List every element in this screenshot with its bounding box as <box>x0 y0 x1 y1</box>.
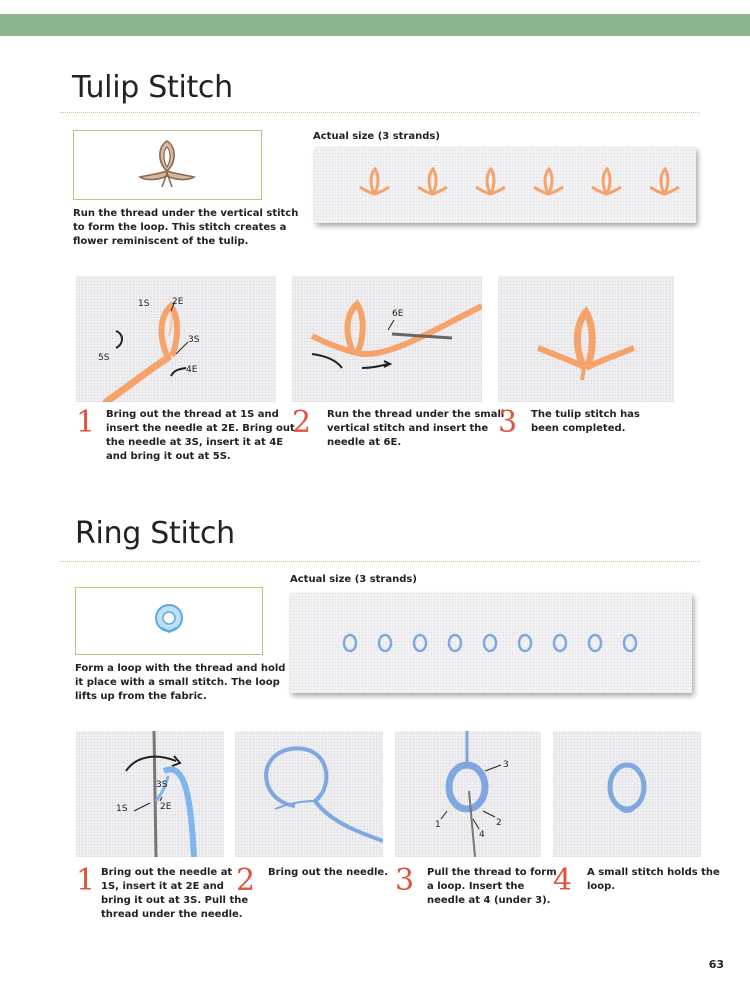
step-line: Bring out the needle. <box>268 867 389 878</box>
tulip-step-1-text <box>106 408 295 464</box>
step-line: the needle at 3S, insert it at 4E <box>106 437 284 448</box>
ring-step-2-text <box>268 866 388 880</box>
tulip-sample-stitch <box>534 169 563 194</box>
ring-sample-stitch <box>519 635 531 651</box>
page-number: 63 <box>708 958 724 971</box>
tulip-stitch-diagram <box>73 130 262 200</box>
tulip-photo2-label-6e: 6E <box>392 309 404 319</box>
tulip-photo1-label-1s: 1S <box>138 299 150 309</box>
tulip-sample-stitch <box>650 169 679 194</box>
ring-step1-photo <box>76 731 224 857</box>
ring-photo1-label-3s: 3S <box>156 780 168 790</box>
ring-photo1-label-1s: 1S <box>116 804 128 814</box>
header-color-bar <box>0 14 750 36</box>
tulip-step-2-number: 2 <box>292 405 312 440</box>
tulip-title-rule <box>60 112 700 113</box>
tulip-sample-stitch <box>360 169 389 194</box>
ring-photo3-label-2: 2 <box>496 818 502 828</box>
step-line: Run the thread under the small <box>327 409 505 420</box>
ring-sample-stitch <box>449 635 461 651</box>
tulip-step-2-text <box>327 408 504 450</box>
tulip-description-line: to form the loop. This stitch creates a <box>73 222 287 233</box>
ring-sample-stitch <box>554 635 566 651</box>
step-line: and bring it out at 5S. <box>106 451 231 462</box>
step-line: a loop. Insert the <box>427 881 525 892</box>
ring-description-line: Form a loop with the thread and hold <box>75 663 286 674</box>
ring-description <box>75 662 285 704</box>
step-line: vertical stitch and insert the <box>327 423 489 434</box>
ring-photo3-label-1: 1 <box>435 820 441 830</box>
ring-step-3-number: 3 <box>395 863 415 898</box>
tulip-step-3-text <box>531 408 640 436</box>
ring-sample-stitch <box>624 635 636 651</box>
ring-sample-row <box>290 593 692 693</box>
tulip-actual-size-sample <box>314 147 696 223</box>
tulip-description-line: Run the thread under the vertical stitch <box>73 208 299 219</box>
ring-photo3-label-4: 4 <box>479 830 485 840</box>
step-line: loop. <box>587 881 616 892</box>
tulip-photo1-label-2e: 2E <box>172 297 184 307</box>
tulip-actual-size-label: Actual size (3 strands) <box>313 131 440 142</box>
ring-actual-size-sample <box>290 593 692 693</box>
ring-stitch-diagram <box>75 587 263 655</box>
step-line: Pull the thread to form <box>427 867 557 878</box>
tulip-step3-photo <box>498 276 674 402</box>
step-line: A small stitch holds the <box>587 867 720 878</box>
step-line: bring it out at 3S. Pull the <box>101 895 249 906</box>
tulip-step-1-number: 1 <box>76 405 96 440</box>
ring-description-line: it place with a small stitch. The loop <box>75 677 280 688</box>
ring-step-1-number: 1 <box>76 863 96 898</box>
step-line: insert the needle at 2E. Bring out <box>106 423 295 434</box>
tulip-diagram-icon <box>74 131 261 199</box>
ring-diagram-icon <box>76 588 262 654</box>
ring-sample-stitch <box>484 635 496 651</box>
tulip-description-line: flower reminiscent of the tulip. <box>73 236 249 247</box>
ring-step4-photo <box>553 731 701 857</box>
step-line: needle at 4 (under 3). <box>427 895 551 906</box>
step-line: needle at 6E. <box>327 437 402 448</box>
ring-step3-photo <box>395 731 541 857</box>
tulip-step2-photo <box>292 276 482 402</box>
tulip-description <box>73 207 298 249</box>
ring-sample-stitch <box>379 635 391 651</box>
ring-step-4-number: 4 <box>553 863 573 898</box>
tulip-photo1-label-5s: 5S <box>98 353 110 363</box>
tulip-sample-stitch <box>418 169 447 194</box>
ring-step2-photo <box>235 731 383 857</box>
ring-actual-size-label: Actual size (3 strands) <box>290 574 417 585</box>
tulip-stitch-title: Tulip Stitch <box>72 70 233 105</box>
tulip-step-3-number: 3 <box>498 405 518 440</box>
ring-photo1-label-2e: 2E <box>160 802 172 812</box>
step-line: Bring out the needle at <box>101 867 233 878</box>
ring-title-rule <box>60 561 700 562</box>
tulip-sample-stitch <box>476 169 505 194</box>
tulip-sample-stitch <box>592 169 621 194</box>
ring-photo3-label-3: 3 <box>503 760 509 770</box>
ring-sample-stitch <box>344 635 356 651</box>
ring-step-3-text <box>427 866 557 908</box>
ring-description-line: lifts up from the fabric. <box>75 691 207 702</box>
step-line: Bring out the thread at 1S and <box>106 409 279 420</box>
step-line: thread under the needle. <box>101 909 243 920</box>
step-line: 1S, insert it at 2E and <box>101 881 224 892</box>
step-line: The tulip stitch has <box>531 409 640 420</box>
tulip-photo1-label-3s: 3S <box>188 335 200 345</box>
ring-stitch-title: Ring Stitch <box>75 516 235 551</box>
ring-sample-stitch <box>589 635 601 651</box>
step-line: been completed. <box>531 423 626 434</box>
ring-sample-stitch <box>414 635 426 651</box>
ring-step-4-text <box>587 866 720 894</box>
tulip-step1-photo <box>76 276 276 402</box>
tulip-sample-row <box>314 147 696 223</box>
tulip-photo1-label-4e: 4E <box>186 365 198 375</box>
ring-step-2-number: 2 <box>236 863 256 898</box>
ring-step-1-text <box>101 866 248 922</box>
